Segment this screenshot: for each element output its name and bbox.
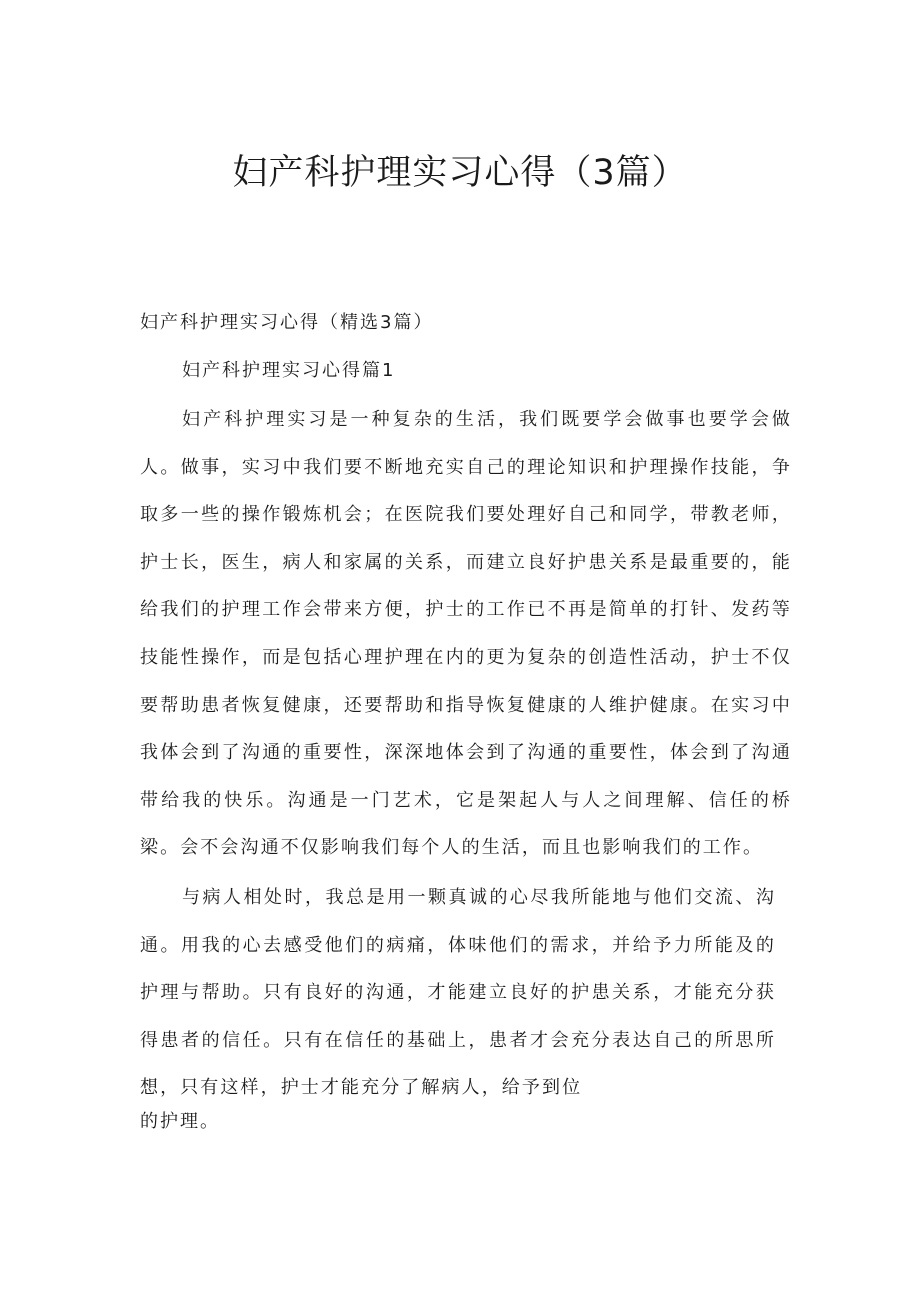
document-title: 妇产科护理实习心得（3篇） (232, 153, 688, 193)
section-heading: 妇产科护理实习心得篇1 (182, 360, 396, 381)
body-paragraph-1: 妇产科护理实习是一种复杂的生活，我们既要学会做事也要学会做人。做事，实习中我们要不断地充实自己的理论知识和护理操作技能，争取多一些的操作锻炼机会；在医院我们要处理好自己和同学，带教老师，护士长，医生，病人和家属的关系，而建立良好护患关系是最重要的，能给我们的护理工作会带来方便，护士的工作已不再是简单的打针、发药等技能性操作，而是包括心理护理在内的更为复杂的创造性活动，护士不仅要帮助患者恢复健康，还要帮助和指导恢复健康的人维护健康。在实习中我体会到了沟通的重要性，深深地体会到了沟通的重要性，体会到了沟通带给我的快乐。沟通是一门艺术，它是架起人与人之间理解、信任的桥梁。会不会沟通不仅影响我们每个人的生活，而且也影响我们的工作。 (140, 409, 792, 859)
paragraph-tail-text: 的护理。 (140, 1111, 220, 1132)
body-paragraph-2: 与病人相处时，我总是用一颗真诚的心尽我所能地与他们交流、沟通。用我的心去感受他们的病痛，体味他们的需求，并给予力所能及的护理与帮助。只有良好的沟通，才能建立良好的护患关系，才能充分获得患者的信任。只有在信任的基础上，患者才会充分表达自己的所思所想，只有这样，护士才能充分了解病人，给予到位 (140, 887, 776, 1099)
document-subtitle: 妇产科护理实习心得（精选3篇） (140, 312, 434, 333)
